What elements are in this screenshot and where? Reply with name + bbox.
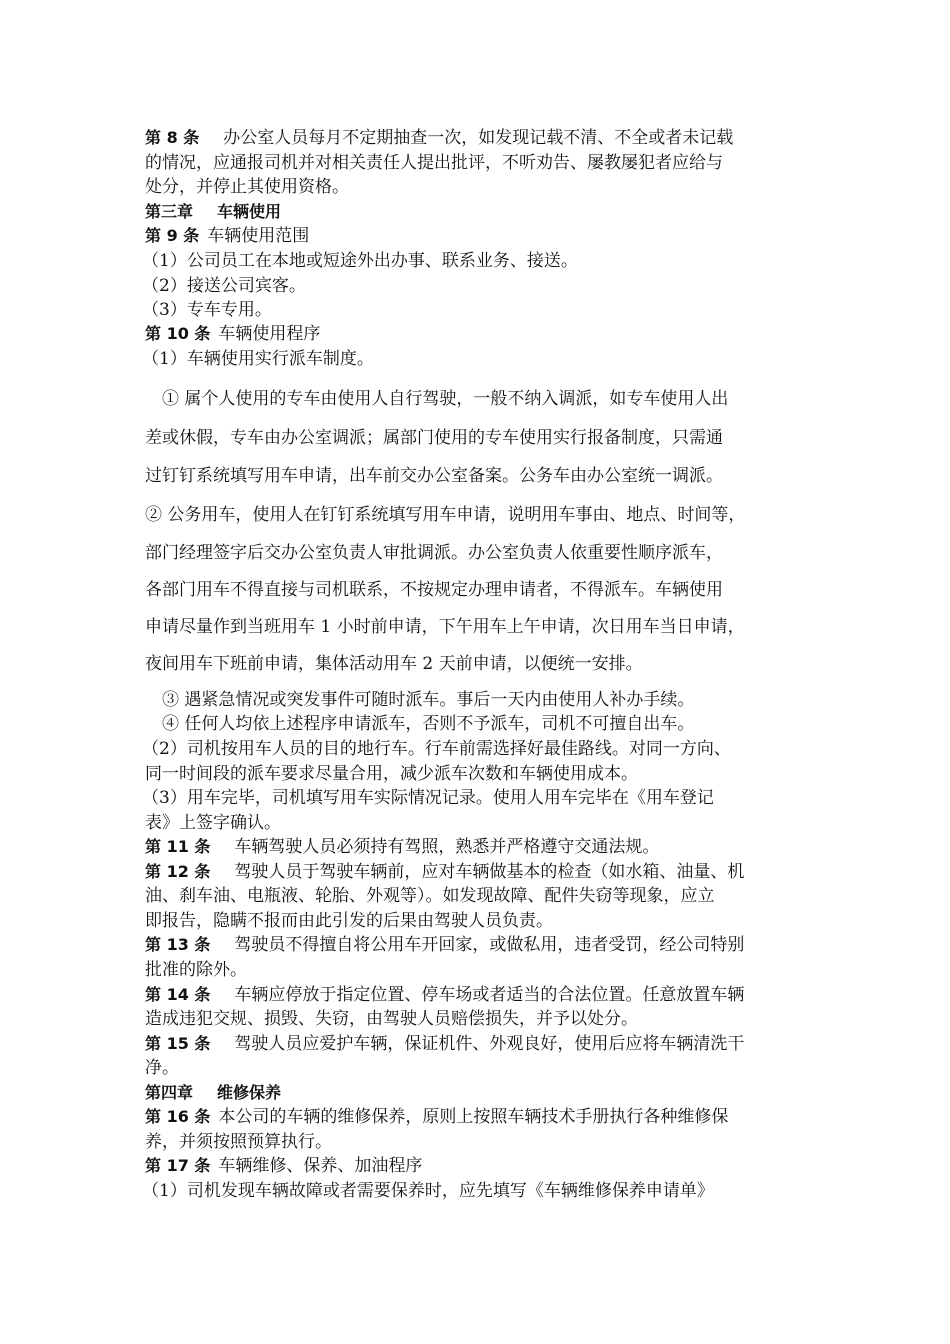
article-8-number: 第 8 条 <box>145 128 200 147</box>
article-14-text: 车辆应停放于指定位置、停车场或者适当的合法位置。任意放置车辆 <box>234 985 745 1005</box>
article-14-number: 第 14 条 <box>145 985 211 1004</box>
article-10-number: 第 10 条 <box>145 324 211 343</box>
article-10-item-3-line-2: 表》上签字确认。 <box>145 813 281 833</box>
article-8-text: 办公室人员每月不定期抽查一次，如发现记载不清、不全或者未记载 <box>223 128 734 148</box>
circled-item-2-line-3: 各部门用车不得直接与司机联系，不按规定办理申请者，不得派车。车辆使用 <box>145 580 723 600</box>
article-15-text: 驾驶人员应爱护车辆，保证机件、外观良好，使用后应将车辆清洗干 <box>234 1034 745 1054</box>
article-12-line-3: 即报告，隐瞒不报而由此引发的后果由驾驶人员负责。 <box>145 911 553 931</box>
circled-item-1-line-3: 过钉钉系统填写用车申请，出车前交办公室备案。公务车由办公室统一调派。 <box>145 466 723 486</box>
article-13-line-2: 批准的除外。 <box>145 960 247 980</box>
chapter-4-number: 第四章 <box>145 1083 194 1102</box>
article-9-heading <box>145 224 825 248</box>
article-9-number: 第 9 条 <box>145 226 200 245</box>
chapter-3-heading <box>145 200 825 224</box>
article-10-item-2-line-2: 同一时间段的派车要求尽量合用，减少派车次数和车辆使用成本。 <box>145 764 638 784</box>
circled-item-2-line-4: 申请尽量作到当班用车 1 小时前申请，下午用车上午申请，次日用车当日申请， <box>145 617 745 637</box>
article-14-line-2: 造成违犯交规、损毁、失窃，由驾驶人员赔偿损失，并予以处分。 <box>145 1009 638 1029</box>
circled-item-1-line-2: 差或休假，专车由办公室调派；属部门使用的专车使用实行报备制度，只需通 <box>145 428 723 448</box>
article-12-text: 驾驶人员于驾驶车辆前，应对车辆做基本的检查（如水箱、油量、机 <box>234 862 745 882</box>
chapter-4-title: 维修保养 <box>217 1083 282 1102</box>
article-17-title: 车辆维修、保养、加油程序 <box>218 1156 423 1176</box>
chapter-4-heading <box>145 1081 825 1105</box>
article-11 <box>145 835 825 859</box>
article-12-number: 第 12 条 <box>145 862 211 881</box>
article-16-line-1 <box>145 1105 825 1129</box>
article-11-number: 第 11 条 <box>145 837 211 856</box>
article-10-item-1: （1）车辆使用实行派车制度。 <box>142 349 374 369</box>
article-16-text: 本公司的车辆的维修保养，原则上按照车辆技术手册执行各种维修保 <box>218 1107 729 1127</box>
article-15-line-1 <box>145 1032 825 1056</box>
circled-item-4: ④ 任何人均依上述程序申请派车，否则不予派车，司机不可擅自出车。 <box>162 714 695 734</box>
article-15-number: 第 15 条 <box>145 1034 211 1053</box>
article-9-item-3: （3）专车专用。 <box>142 300 272 320</box>
article-16-line-2: 养，并须按照预算执行。 <box>145 1132 332 1152</box>
circled-item-3: ③ 遇紧急情况或突发事件可随时派车。事后一天内由使用人补办手续。 <box>162 690 695 710</box>
article-9-item-1: （1）公司员工在本地或短途外出办事、联系业务、接送。 <box>142 251 578 271</box>
article-12-line-2: 油、刹车油、电瓶液、轮胎、外观等）。如发现故障、配件失窃等现象，应立 <box>145 886 715 906</box>
article-15-line-2: 净。 <box>145 1058 179 1078</box>
article-8-line-2: 的情况，应通报司机并对相关责任人提出批评，不听劝告、屡教屡犯者应给与 <box>145 153 723 173</box>
article-10-item-3-line-1: （3）用车完毕，司机填写用车实际情况记录。使用人用车完毕在《用车登记 <box>142 788 714 808</box>
circled-item-2-line-5: 夜间用车下班前申请，集体活动用车 2 天前申请，以便统一安排。 <box>145 654 643 674</box>
article-17-number: 第 17 条 <box>145 1156 211 1175</box>
article-10-title: 车辆使用程序 <box>218 324 321 344</box>
chapter-3-number: 第三章 <box>145 202 194 221</box>
circled-item-1-line-1: ① 属个人使用的专车由使用人自行驾驶，一般不纳入调派，如专车使用人出 <box>162 389 729 409</box>
circled-item-2-line-1: ② 公务用车，使用人在钉钉系统填写用车申请，说明用车事由、地点、时间等， <box>145 505 746 525</box>
article-8-line-3: 处分，并停止其使用资格。 <box>145 177 349 197</box>
article-17-item-1: （1）司机发现车辆故障或者需要保养时，应先填写《车辆维修保养申请单》 <box>142 1181 714 1201</box>
article-8-line-1 <box>145 126 825 150</box>
article-11-text: 车辆驾驶人员必须持有驾照，熟悉并严格遵守交通法规。 <box>234 837 660 857</box>
article-10-item-2-line-1: （2）司机按用车人员的目的地行车。行车前需选择好最佳路线。对同一方向、 <box>142 739 731 759</box>
article-13-line-1 <box>145 933 825 957</box>
article-14-line-1 <box>145 983 825 1007</box>
article-10-heading <box>145 322 825 346</box>
chapter-3-title: 车辆使用 <box>217 202 282 221</box>
circled-item-2-line-2: 部门经理签字后交办公室负责人审批调派。办公室负责人依重要性顺序派车， <box>145 543 723 563</box>
article-9-title: 车辆使用范围 <box>207 226 310 246</box>
article-13-number: 第 13 条 <box>145 935 211 954</box>
article-9-item-2: （2）接送公司宾客。 <box>142 276 306 296</box>
article-17-heading <box>145 1154 825 1178</box>
article-16-number: 第 16 条 <box>145 1107 211 1126</box>
article-12-line-1 <box>145 860 825 884</box>
article-13-text: 驾驶员不得擅自将公用车开回家，或做私用，违者受罚，经公司特别 <box>234 935 745 955</box>
